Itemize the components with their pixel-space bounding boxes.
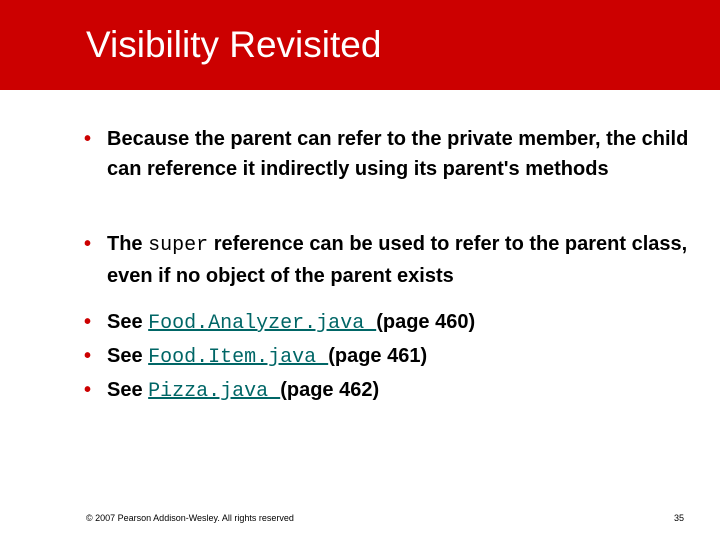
link-food-analyzer-java[interactable]: Food.Analyzer.java (148, 312, 377, 335)
bullet-text (107, 375, 697, 407)
code-keyword-super: super (148, 234, 209, 257)
bullet-prefix: See (107, 379, 149, 401)
bullet-suffix: (page 462) (280, 379, 380, 401)
footer-page-number: 35 (673, 513, 684, 523)
bullet-suffix: reference can be used to refer to the parent class, even if no object of the parent exists (107, 233, 688, 287)
bullet-text (107, 307, 697, 339)
footer-copyright: © 2007 Pearson Addison-Wesley. All rights reserved (86, 513, 294, 523)
bullet-dot: • (84, 233, 92, 255)
bullet-text (107, 229, 697, 291)
bullet-dot: • (84, 379, 92, 401)
bullet-prefix: See (107, 311, 149, 333)
title-bar (0, 0, 720, 90)
bullet-text (107, 341, 697, 373)
slide-title: Visibility Revisited (86, 24, 382, 65)
bullet-suffix: (page 460) (376, 311, 476, 333)
bullet-text: Because the parent can refer to the private member, the child can reference it indirectly using its parent's methods (107, 128, 689, 180)
bullet-prefix: The (107, 233, 149, 255)
link-pizza-java[interactable]: Pizza.java (148, 380, 281, 403)
bullet-prefix: See (107, 345, 149, 367)
bullet-suffix: (page 461) (328, 345, 428, 367)
bullet-dot: • (84, 311, 92, 333)
link-food-item-java[interactable]: Food.Item.java (148, 346, 329, 369)
bullet-dot: • (84, 128, 92, 150)
bullet-dot: • (84, 345, 92, 367)
